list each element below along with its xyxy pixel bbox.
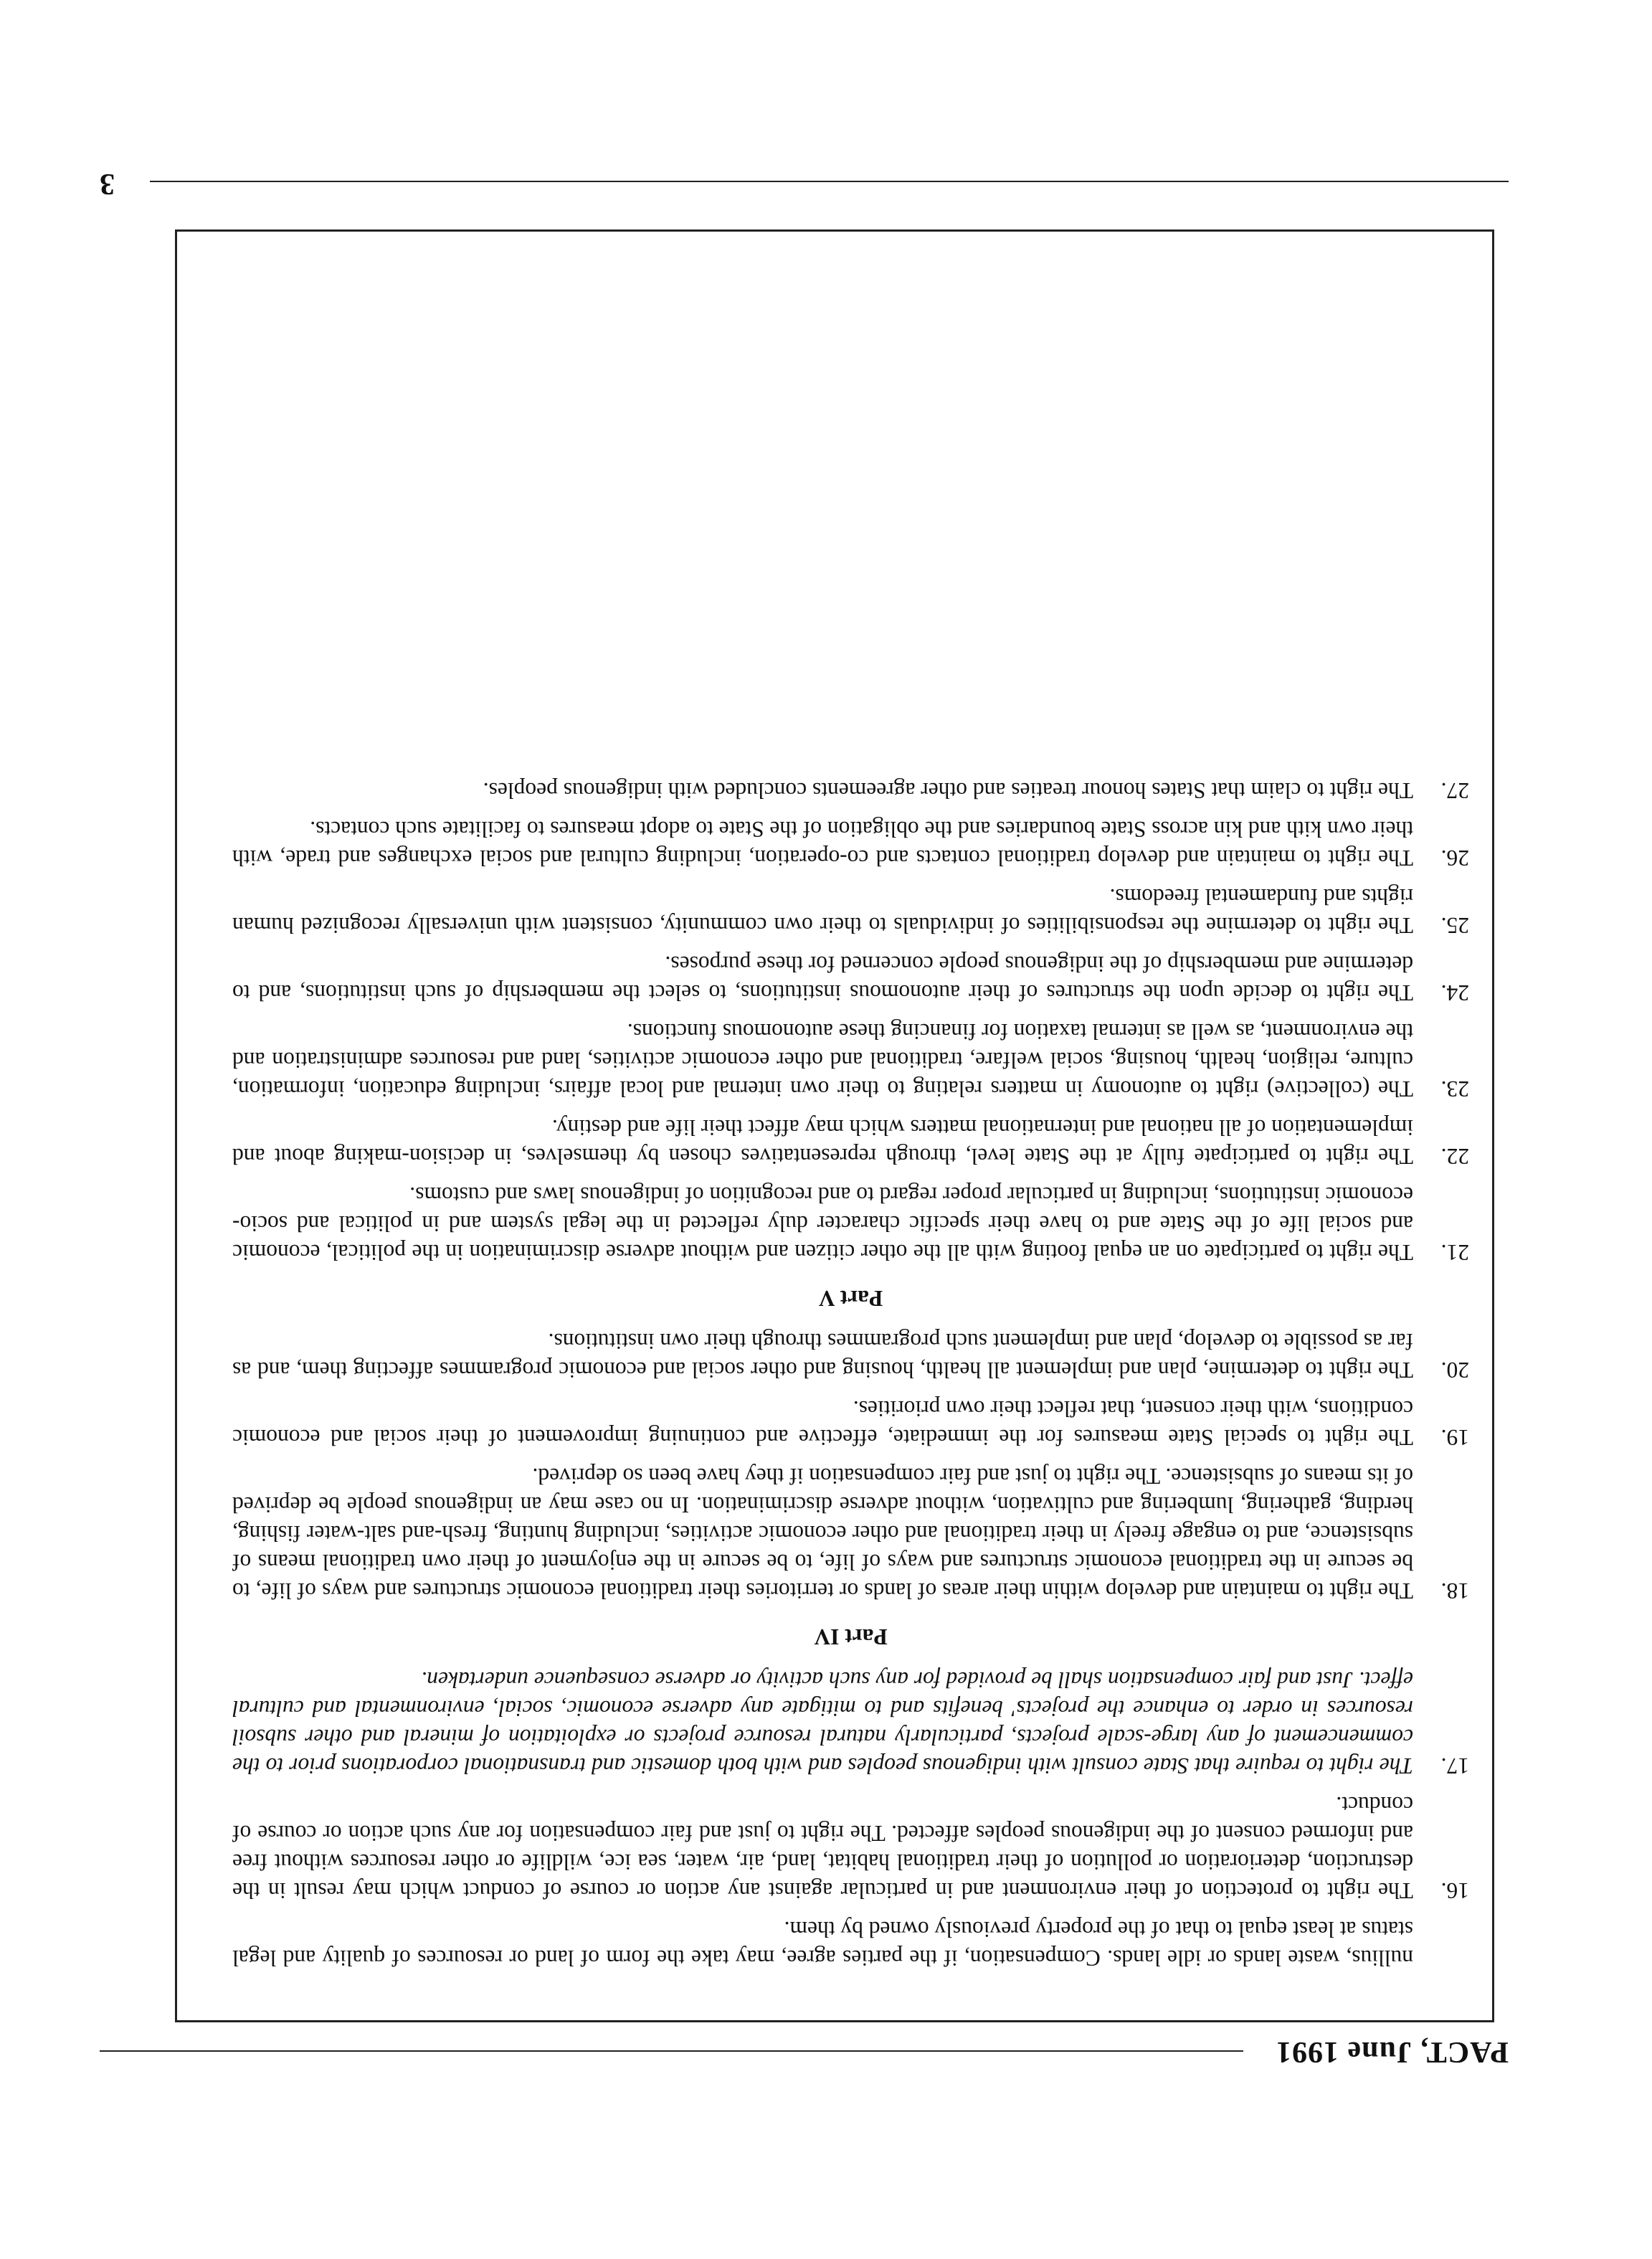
article-25 — [232, 882, 1469, 939]
continuation-paragraph: nullius, waste lands or idle lands. Compensation, if the parties agree, may take the form of land or resources of quality and legal status at least equal to that of the property previously owned by them. — [232, 1917, 1413, 1971]
article-22 — [232, 1113, 1469, 1170]
article-26 — [232, 815, 1469, 872]
article-17 — [232, 1665, 1469, 1780]
footer-rule — [150, 181, 1509, 182]
running-header — [100, 2019, 1509, 2069]
article-text: The right to determine, plan and implement all health, housing and other social and economic programmes affecting them, and as far as possible to develop, plan and implement such programmes through their own institutions. — [232, 1329, 1413, 1383]
article-19 — [232, 1394, 1469, 1451]
header-rule — [100, 2050, 1243, 2052]
article-text: The right to participate on an equal footing with all the other citizen and without adverse discrimination in the political, economic and social life of the State and to have their specific character duly reflected in the legal system and in political and socio-economic institutions, including in particular proper regard to and recognition of indigenous laws and customs. — [232, 1183, 1413, 1265]
article-20 — [232, 1327, 1469, 1384]
article-text: The right to protection of their environment and in particular against any action or course of conduct which may result in the destruction, deterioration or pollution of their traditional habitat, land, air, water, sea ice, wildlife or other resources without free and informed consent of the indigenous peoples affected. The right to just and fair compensation for any such action or course of conduct. — [232, 1792, 1413, 1903]
article-18 — [232, 1462, 1469, 1605]
article-number: 19. — [1440, 1425, 1469, 1450]
article-text: The right to require that State consult with indigenous peoples and with both domestic and transnational corporations prior to the commencement of any large-scale projects, particularly natural resource projects or exploitation of mineral and other subsoil resources in order to enhance the projects' benefits and to mitigate any adverse economic, social, environmental and cultural effect. Just and fair compensation shall be provided for any such activity or adverse consequence undertaken. — [232, 1667, 1413, 1779]
article-number: 27. — [1440, 778, 1469, 803]
article-text: The right to maintain and develop within their areas of lands or territories their traditional economic structures and ways of life, to be secure in the traditional economic structures and ways of life, to be secure in the enjoyment of their own traditional means of subsistence, and to engage freely in their traditional and other economic activities, including hunting, fresh-and salt-water fishing, herding, gathering, lumbering and cultivation, without adverse discrimination. In no case may an indigenous people be deprived of its means of subsistence. The right to just and fair compensation if they have been so deprived. — [232, 1464, 1413, 1604]
article-text: The right to decide upon the structures of their autonomous institutions, to select the membership of such institutions, and to determine and membership of the indigenous people concerned for these purposes. — [232, 952, 1413, 1005]
part-heading-iv: Part IV — [814, 1624, 888, 1649]
article-number: 23. — [1440, 1076, 1469, 1102]
article-number: 22. — [1440, 1144, 1469, 1169]
part-heading-v: Part V — [818, 1286, 883, 1311]
article-number: 24. — [1440, 980, 1469, 1005]
article-text: The right to determine the responsibilities of individuals to their own community, consistent with universally recognized human rights and fundamental freedoms. — [232, 884, 1413, 938]
article-24 — [232, 949, 1469, 1007]
article-16 — [232, 1790, 1469, 1905]
page-number: 3 — [100, 167, 115, 200]
article-text: The (collective) right to autonomy in matters relating to their own internal and local affairs, including education, information, culture, religion, health, housing, social welfare, traditional and other economic activities, land and resources administration and the environment, as well as internal taxation for financing these autonomous functions. — [232, 1019, 1413, 1102]
article-text: The right to maintain and develop traditional contacts and co-operation, including cultural and social exchanges and trade, with their own kith and kin across State boundaries and the obligation of the State to adopt measures to facilitate such contacts. — [232, 817, 1413, 871]
article-number: 16. — [1440, 1878, 1469, 1903]
document-body — [232, 766, 1469, 1972]
article-27 — [232, 776, 1469, 805]
article-number: 20. — [1440, 1358, 1469, 1383]
article-number: 21. — [1440, 1240, 1469, 1265]
article-number: 26. — [1440, 846, 1469, 871]
article-text: The right to claim that States honour treaties and other agreements concluded with indigenous peoples. — [483, 778, 1413, 803]
article-21 — [232, 1180, 1469, 1266]
header-title: PACT, June 1991 — [1276, 2035, 1509, 2068]
article-text: The right to participate fully at the State level, through representatives chosen by themselves, in decision-making about and implementation of all national and international matters which may affect their life and destiny. — [232, 1115, 1413, 1169]
running-footer — [100, 151, 1509, 201]
article-number: 18. — [1440, 1578, 1469, 1604]
article-number: 25. — [1440, 913, 1469, 938]
article-text: The right to special State measures for the immediate, effective and continuing improvement of their social and economic conditions, with their consent, that reflect their own priorities. — [232, 1396, 1413, 1450]
article-23 — [232, 1017, 1469, 1103]
article-number: 17. — [1440, 1753, 1469, 1779]
